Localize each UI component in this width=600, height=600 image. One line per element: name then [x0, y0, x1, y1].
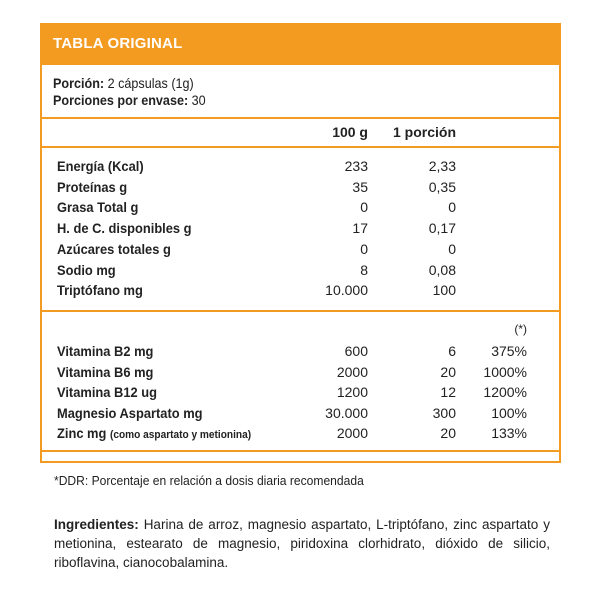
value-per-portion: 0 [448, 199, 456, 216]
table-row [42, 425, 559, 443]
ingredients-section [54, 515, 550, 572]
nutrient-name-text: Vitamina B2 mg [57, 343, 154, 359]
value-per-100g: 0 [360, 199, 368, 216]
value-per-portion: 20 [440, 425, 456, 441]
value-per-100g: 17 [352, 220, 368, 237]
nutrient-name [57, 405, 203, 421]
value-per-portion: 2,33 [428, 158, 456, 174]
nutrient-note: (como aspartato y metionina) [109, 429, 252, 441]
column-header-100g: 100 g [332, 124, 368, 140]
nutrient-name-text: Sodio mg [57, 261, 116, 278]
divider [42, 146, 559, 148]
serving-size [53, 75, 194, 92]
table-row [42, 220, 559, 238]
nutrient-name [57, 364, 153, 380]
value-per-portion: 20 [440, 363, 456, 380]
value-per-100g: 1200 [336, 384, 368, 400]
nutrient-name-text: Azúcares totales g [57, 240, 171, 257]
value-ddr: 375% [491, 343, 527, 359]
nutrient-name [57, 425, 251, 441]
nutrient-name-text: Triptófano mg [57, 282, 143, 299]
nutrient-name [57, 158, 144, 174]
column-header-portion: 1 porción [392, 124, 456, 140]
value-per-100g: 0 [360, 240, 368, 257]
nutrient-name [57, 220, 192, 236]
nutrient-name-text: Vitamina B12 ug [57, 384, 157, 400]
nutrient-name-text: Grasa Total g [57, 199, 139, 216]
nutrition-table [40, 23, 561, 463]
nutrient-name-text: Proteínas g [57, 178, 128, 195]
table-row [42, 158, 559, 176]
nutrient-name [57, 282, 143, 298]
nutrient-name [57, 241, 171, 257]
ingredients-label: Ingredientes: [54, 517, 139, 532]
portion-value: 2 cápsulas (1g) [107, 75, 194, 91]
value-per-100g: 2000 [336, 363, 368, 380]
value-per-100g: 600 [344, 343, 368, 359]
value-per-100g: 2000 [336, 425, 368, 441]
nutrient-name [57, 179, 127, 195]
per-container-value: 30 [191, 92, 206, 108]
value-per-portion: 0,17 [428, 220, 456, 237]
nutrient-name [57, 384, 157, 400]
table-row [42, 199, 559, 217]
value-per-100g: 35 [352, 178, 368, 195]
nutrient-name-text: Vitamina B6 mg [57, 363, 154, 380]
table-row [42, 241, 559, 259]
nutrient-name-text: Magnesio Aspartato mg [57, 404, 203, 421]
nutrient-name [57, 343, 153, 359]
value-per-portion: 0,35 [428, 178, 456, 195]
value-per-portion: 12 [440, 384, 456, 400]
value-per-100g: 30.000 [325, 404, 368, 421]
value-per-100g: 8 [360, 261, 368, 278]
nutrient-name [57, 199, 138, 215]
divider [42, 310, 559, 312]
value-ddr: 133% [491, 425, 527, 441]
value-ddr: 1200% [483, 384, 527, 400]
nutrient-name-text: Zinc mg [57, 425, 107, 441]
nutrient-name-text: Energía (Kcal) [57, 158, 144, 174]
value-per-portion: 6 [448, 343, 456, 359]
value-ddr: 1000% [483, 363, 527, 380]
value-per-portion: 0,08 [428, 261, 456, 278]
table-row [42, 282, 559, 300]
table-row [42, 405, 559, 423]
value-per-100g: 10.000 [325, 282, 368, 299]
divider [42, 117, 559, 119]
nutrient-name-text: H. de C. disponibles g [57, 220, 192, 237]
value-per-portion: 100 [432, 282, 456, 299]
portion-label: Porción: [53, 75, 105, 91]
ddr-column-marker: (*) [514, 322, 527, 336]
value-per-100g: 233 [344, 158, 368, 174]
table-row [42, 384, 559, 402]
per-container-label: Porciones por envase: [53, 92, 189, 108]
table-title: TABLA ORIGINAL [53, 35, 183, 52]
nutrient-name [57, 262, 116, 278]
table-row [42, 364, 559, 382]
table-row [42, 343, 559, 361]
value-per-portion: 300 [432, 404, 456, 421]
divider [42, 450, 559, 452]
table-header [42, 25, 559, 65]
value-per-portion: 0 [448, 240, 456, 257]
table-row [42, 262, 559, 280]
servings-per-container [53, 92, 206, 109]
ddr-footnote: *DDR: Porcentaje en relación a dosis diaria recomendada [54, 473, 364, 488]
table-row [42, 179, 559, 197]
value-ddr: 100% [491, 404, 527, 421]
ingredients-text: Harina de arroz, magnesio aspartato, L-triptófano, zinc aspartato y metionina, estearato de magnesio, piridoxina clorhidrato, dióxido de silicio, riboflavina, cianocobalamina. [54, 517, 550, 570]
